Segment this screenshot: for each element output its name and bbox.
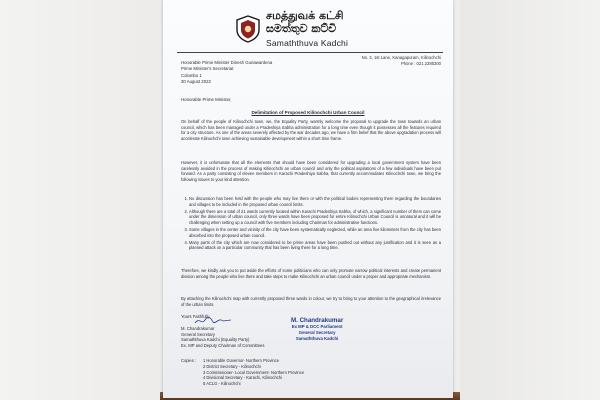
recipient-address <box>181 60 272 86</box>
stamp-line: General Secretary <box>298 330 336 335</box>
paragraph-request: Therefore, we kindly ask you to put aside the efforts of some politicians who can only promote narrow political interests and create permanent division among the people who live there and take steps to make Kilinochchi an urban council under a proper and appropriate mechanism. <box>181 268 441 279</box>
copies-list <box>203 358 304 387</box>
org-address: No. 3, 1st Lane, Kanagapuram, Kilinochchi <box>361 55 441 60</box>
closing: Yours Faithfully <box>181 314 210 319</box>
stamp-line: Samaththuva Kadchi <box>295 336 339 341</box>
party-name-tamil: சமத்துவக் கட்சி <box>266 9 344 22</box>
signer-title: General Secretary <box>181 331 215 337</box>
copies-block <box>181 358 304 387</box>
copies-label: Copies : <box>181 358 197 363</box>
party-logo-icon <box>235 15 261 43</box>
paragraph-map-note: By attaching the Kilinochchi map with currently proposed three wards in colour, we try to bring to your attention to the geographical irrelevance of the urban limits. <box>181 296 441 307</box>
issue-item: 4. Many parts of the city which are now considered to be prime areas have been pushed out without any justification and it is seen as a planned attack on a particular community that has been living there for a long time. <box>189 240 441 251</box>
paragraph-intro: On behalf of the people of Kilinochchi town, we, the Equality Party, warmly welcome the proposal to upgrade the town towards an urban council, which has been managed under a Pradeshiya Sabha administration for a long time even though it possesses all the features required for a city structure. As one of the areas severely affected by the war decades ago, we have a firm belief that the above upgradation process will accelerate Kilinochchi town achieving sustainable development within a short time frame. <box>181 119 441 141</box>
salutation: Honorable Prime Minister, <box>181 97 232 102</box>
org-contact <box>362 55 441 67</box>
party-name-english: Samaththuva Kadchi <box>266 38 349 48</box>
party-name-sinhala: සමත්තුව කට්චි <box>266 22 337 35</box>
copy-item: 4 Divisional Secretary - Karachi, Kilinochchi <box>203 375 282 381</box>
recipient-line: Honorable Prime Minister Dinesh Gunawardena <box>181 60 273 65</box>
signer-org: Samaththuva Kadchi (Equality Party) <box>181 337 250 343</box>
signer-name: M. Chandrakumar <box>181 325 215 331</box>
background-left <box>0 0 170 400</box>
copy-item: 5 ACLG - Kilinochchi <box>203 381 241 387</box>
copy-item: 3 Commissioner- Local Government- Northern Province <box>203 369 305 375</box>
letter-date: 30 August 2022 <box>181 79 211 85</box>
header-divider <box>177 52 443 53</box>
copy-item: 1 Honorable Governor- Northern Province <box>203 358 279 363</box>
letter-page <box>163 0 453 398</box>
recipient-line: Prime Minister's Secretariat <box>181 66 234 72</box>
issue-item: 3. Some villages in the center and vicinity of the city have been systematically neglected, while an area five kilometers from the city has been absorbed into the proposed urban council. <box>189 227 441 238</box>
recipient-line: Colombo 1 <box>181 72 202 78</box>
org-phone: Phone : 021 2285300 <box>400 61 441 66</box>
subject-line: Delimitation of Proposed Kilinochchi Urban Council <box>251 110 365 115</box>
copy-item: 2 District Secretary - Kilinochchi <box>203 363 261 369</box>
signer-role: Ex. MP and Deputy Chairman of Committees <box>181 343 265 349</box>
issue-item: 1. No discussion has been held with the people who may live there or with the political bodies representing them regarding the boundaries and villages to be included in the proposed urban council limits. <box>189 196 441 207</box>
stamp-line: Ex MP & DCC Parliament <box>291 324 343 329</box>
background-right <box>460 0 600 400</box>
official-stamp <box>291 318 343 342</box>
issue-item: 2. Although there are a total of 21 wards currently located within Karachi Pradeshiya Sabha, of which, a significant number of them can come under the dimension of urban council, only three wards have been proposed for entire Kilinochchi Urban Council is unnatural and it will be challenging when setting up a council with five members including Chairman for administrative functions. <box>189 209 441 226</box>
paragraph-concerns: However, it is unfortunate that all the elements that should have been considered for upgrading a local government system have been carelessly avoided in the process of making Kilinochchi an urban council and only the political aspirations of a few individuals have been put forward. As a party consisting of eleven members in Karachi Pradeshiya Sabha, that currently accommodates Kilinochchi town, we bring the following issues to your kind attention. <box>181 160 441 182</box>
signature-scribble <box>193 316 233 326</box>
stamp-name: M. Chandrakumar <box>291 317 344 324</box>
letterhead <box>235 5 415 51</box>
issues-list <box>189 196 441 252</box>
